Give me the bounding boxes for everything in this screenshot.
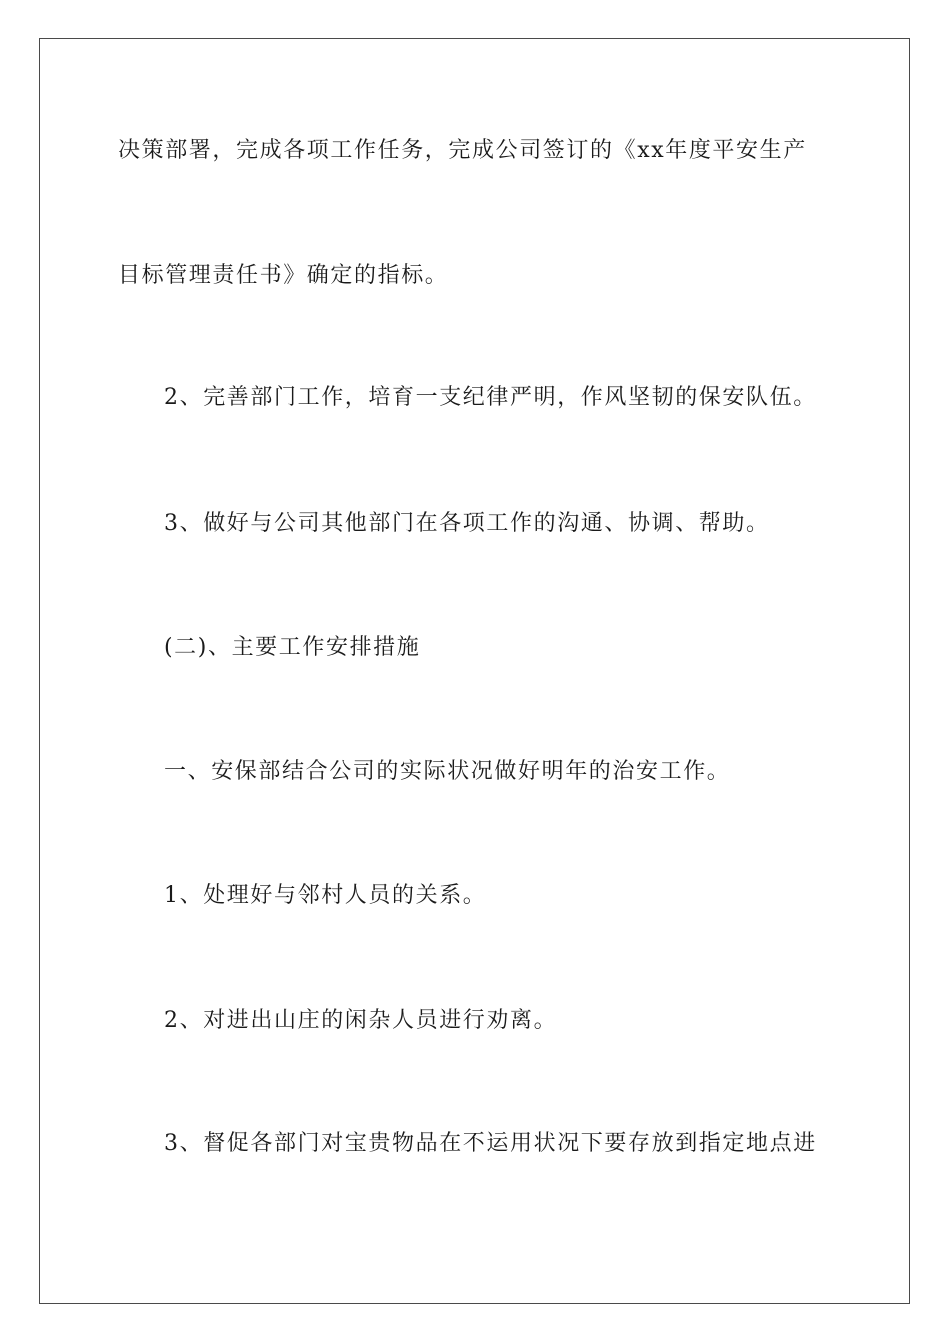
paragraph-line: 3、做好与公司其他部门在各项工作的沟通、协调、帮助。 [164,511,770,536]
paragraph-line: 1、处理好与邻村人员的关系。 [164,883,487,908]
paragraph-line: 决策部署，完成各项工作任务，完成公司签订的《xx年度平安生产 [118,138,807,163]
page-frame [39,38,910,1304]
paragraph-line: 2、完善部门工作，培育一支纪律严明，作风坚韧的保安队伍。 [164,385,817,410]
paragraph-line: 2、对进出山庄的闲杂人员进行劝离。 [164,1008,558,1033]
paragraph-line: 一、安保部结合公司的实际状况做好明年的治安工作。 [164,759,731,784]
paragraph-line: 3、督促各部门对宝贵物品在不运用状况下要存放到指定地点进 [164,1131,817,1156]
section-heading: (二)、主要工作安排措施 [164,635,421,660]
paragraph-line: 目标管理责任书》确定的指标。 [118,263,449,288]
